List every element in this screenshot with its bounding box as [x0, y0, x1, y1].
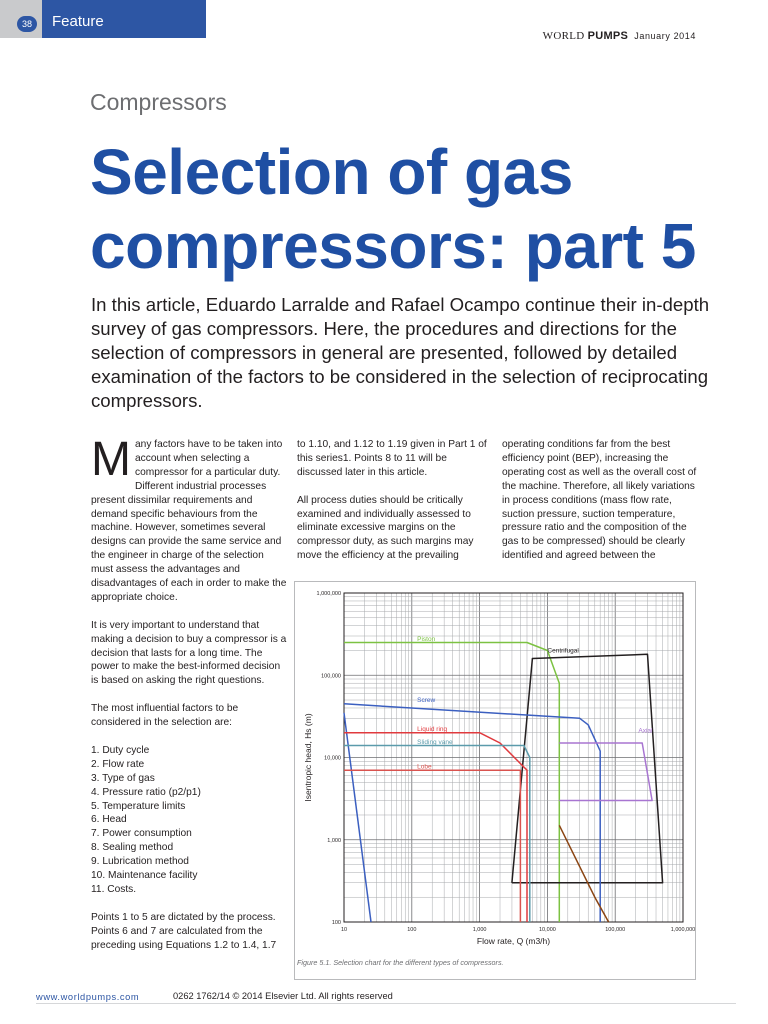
- masthead: [543, 30, 696, 42]
- y-tick-label: 100,000: [321, 673, 341, 680]
- list-item: 3. Type of gas: [91, 772, 155, 784]
- series-line: [344, 713, 371, 922]
- section-label: Feature: [52, 13, 104, 30]
- y-tick-label: 10,000: [324, 755, 341, 762]
- paragraph: The most influential factors to be considered in the selection are:: [91, 703, 239, 729]
- masthead-world: WORLD: [542, 30, 585, 42]
- paragraph: to 1.10, and 1.12 to 1.19 given in Part 1 of this series1. Points 8 to 11 will be discussed later in this article.: [297, 439, 487, 478]
- paragraph: It is very important to understand that making a decision to buy a compressor is a decision that lasts for a long time. The power to make the best-informed decision is based on asking the right questions.: [91, 619, 287, 687]
- footer-divider: [36, 1003, 736, 1004]
- series-label: Lobe: [417, 763, 432, 771]
- drop-cap: M: [91, 433, 131, 486]
- series-line: [512, 654, 663, 883]
- x-tick-label: 10,000: [538, 927, 556, 933]
- paragraph: All process duties should be critically examined and individually assessed to eliminate excessive margins on the compressor duty, as such margins may move the efficiency at the prevailing: [297, 494, 474, 562]
- list-item: 8. Sealing method: [91, 842, 174, 854]
- figure-caption: Figure 5.1. Selection chart for the different types of compressors.: [297, 958, 504, 967]
- list-item: 6. Head: [91, 814, 127, 826]
- x-tick-label: 1,000: [472, 927, 487, 933]
- paragraph-text: any factors have to be taken into account when selecting a compressor for a particular duty. Different industrial processes present dissimilar requirements and demand specific behaviours from the machine. However, sometimes several designs can provide the same service and the engineer in charge of the selection must assess the advantages and disadvantages of each in order to make the appropriate choice.: [91, 439, 287, 603]
- factor-list: [91, 744, 287, 897]
- series-label: Centrifugal: [547, 647, 579, 655]
- x-tick-label: 100: [407, 927, 417, 933]
- footer-copyright: 0262 1762/14 © 2014 Elsevier Ltd. All rights reserved: [173, 991, 393, 1001]
- series-label: Piston: [417, 636, 436, 644]
- paragraph: [91, 433, 287, 605]
- footer-url[interactable]: www.worldpumps.com: [36, 992, 140, 1002]
- list-item: 9. Lubrication method: [91, 856, 189, 868]
- x-tick-label: 1,000,000: [670, 927, 696, 933]
- article-title: [90, 135, 730, 283]
- list-item: 4. Pressure ratio (p2/p1): [91, 786, 201, 798]
- list-item: 10. Maintenance facility: [91, 870, 198, 882]
- title-line-1: Selection of gas: [90, 136, 573, 208]
- page-number-badge: 38: [17, 16, 37, 32]
- y-axis-label: Isentropic head, Hs (m): [303, 713, 313, 802]
- series-line: [344, 746, 530, 923]
- series-label: Sliding vane: [417, 739, 453, 747]
- body-column-3: [502, 438, 698, 577]
- list-item: 2. Flow rate: [91, 758, 145, 770]
- series-line: [559, 743, 652, 801]
- title-line-2: compressors: part 5: [90, 210, 696, 282]
- list-item: 11. Costs.: [91, 883, 137, 895]
- list-item: 5. Temperature limits: [91, 800, 186, 812]
- paragraph: operating conditions far from the best efficiency point (BEP), increasing the operating cost as well as the overall cost of the machine. Therefore, all likely variations in process conditions (mass flow rate, suction pressure, suction temperature, pressure ratio and the composition of the gas to be compressed) should be clearly identified and agreed between the: [502, 439, 697, 562]
- article-kicker: Compressors: [90, 89, 227, 115]
- list-item: 7. Power consumption: [91, 828, 192, 840]
- y-tick-label: 1,000: [327, 837, 341, 844]
- body-column-2: [297, 438, 492, 577]
- series-label: Liquid ring: [417, 725, 448, 733]
- masthead-date: January 2014: [634, 31, 696, 41]
- paragraph: Points 1 to 5 are dictated by the process. Points 6 and 7 are calculated from the preceding using Equations 1.2 to 1.4, 1.7: [91, 911, 277, 951]
- y-tick-label: 1,000,000: [316, 591, 341, 597]
- series-label: Screw: [417, 697, 436, 705]
- series-label: Axial: [638, 727, 653, 735]
- x-tick-label: 10: [340, 927, 348, 933]
- compressor-selection-chart: [294, 581, 696, 980]
- body-column-1: [91, 433, 287, 966]
- masthead-pumps: PUMPS: [587, 30, 629, 42]
- list-item: 1. Duty cycle: [91, 744, 150, 756]
- standfirst: In this article, Eduardo Larralde and Rafael Ocampo continue their in-depth survey of gas compressors. Here, the procedures and directions for the selection of compressors in general are presented, followed by detailed examination of the factors to be considered in the selection of reciprocating compressors.: [91, 294, 710, 411]
- x-axis-label: Flow rate, Q (m3/h): [476, 936, 551, 946]
- y-tick-label: 100: [331, 920, 341, 926]
- x-tick-label: 100,000: [605, 927, 626, 933]
- series-line: [344, 704, 600, 922]
